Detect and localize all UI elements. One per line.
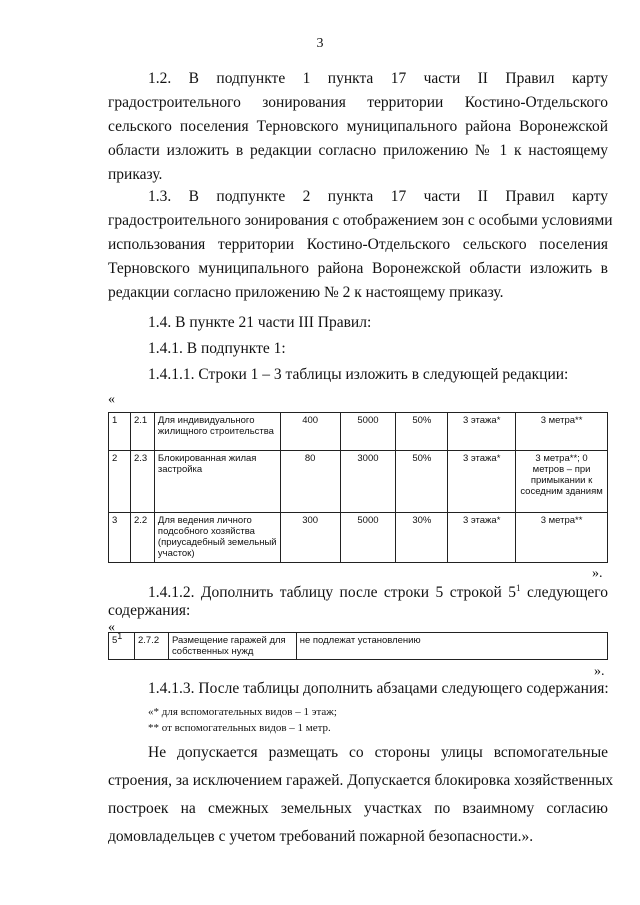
paragraph-1-4-1-1: 1.4.1.1. Строки 1 – 3 таблицы изложить в следующей редакции: [148, 366, 569, 383]
setback: 3 метра** [516, 413, 608, 451]
max-floors: 3 этажа* [448, 513, 516, 563]
superscript: 1 [117, 630, 123, 641]
row-number [109, 630, 135, 660]
paragraph-1-4-1: 1.4.1. В подпункте 1: [148, 340, 286, 357]
coverage-percent: 50% [396, 451, 448, 513]
text-line: построек на смежных земельных участках по взаимному согласию [108, 800, 608, 817]
open-quote: « [108, 620, 115, 635]
close-quote: ». [594, 664, 605, 679]
text-line: градостроительного зонирования территории Костино-Отдельского [108, 94, 608, 111]
text-line: редакции согласно приложению № 2 к настоящему приказу. [108, 284, 504, 301]
text-span: 1.4.1.2. Дополнить таблицу после строки 5 строкой 5 [148, 584, 517, 601]
text-line: 1.2. В подпункте 1 пункта 17 части II Правил карту [148, 70, 608, 87]
use-type-name: Блокированная жилая застройка [154, 451, 280, 513]
row-number: 3 [109, 513, 131, 563]
min-area: 400 [280, 413, 340, 451]
page-number: 3 [316, 36, 324, 51]
min-area: 80 [280, 451, 340, 513]
text-line: Не допускается размещать со стороны улицы вспомогательные [148, 744, 608, 761]
text-span: следующего [520, 584, 608, 601]
text-line: домовладельцев с учетом требований пожарной безопасности.». [108, 828, 534, 845]
coverage-percent: 50% [396, 413, 448, 451]
garage-table [108, 632, 608, 660]
text-line: содержания: [108, 602, 191, 619]
use-type-name: Для ведения личного подсобного хозяйства (приусадебный земельный участок) [154, 513, 280, 563]
text-line: области изложить в редакции согласно приложению № 1 к настоящему [108, 142, 608, 159]
paragraph-1-4-1-3: 1.4.1.3. После таблицы дополнить абзацами следующего содержания: [148, 680, 609, 697]
footnote-line: «* для вспомогательных видов – 1 этаж; [148, 706, 337, 718]
text-line: Терновского муниципального района Воронежской области изложить в [108, 260, 608, 277]
text-line: приказу. [108, 166, 163, 183]
use-type-name: Размещение гаражей для собственных нужд [168, 633, 296, 660]
text-line: градостроительного зонирования с отображением зон с особыми условиями [108, 212, 613, 229]
table-row [109, 633, 608, 660]
type-code: 2.1 [130, 413, 154, 451]
type-code: 2.2 [130, 513, 154, 563]
setback: 3 метра** [516, 513, 608, 563]
type-code: 2.3 [130, 451, 154, 513]
max-area: 5000 [340, 413, 396, 451]
setback: 3 метра**; 0 метров – при примыкании к соседним зданиям [516, 451, 608, 513]
superscript: 1 [516, 582, 521, 593]
max-area: 3000 [340, 451, 396, 513]
paragraph-1-4: 1.4. В пункте 21 части III Правил: [148, 314, 372, 331]
max-area: 5000 [340, 513, 396, 563]
table-row [109, 451, 608, 513]
max-floors: 3 этажа* [448, 451, 516, 513]
row-number: 1 [109, 413, 131, 451]
text-line: использования территории Костино-Отдельского сельского поселения [108, 236, 608, 253]
parameter-value: не подлежат установлению [296, 633, 607, 660]
type-code: 2.7.2 [134, 633, 168, 660]
coverage-percent: 30% [396, 513, 448, 563]
paragraph-1-4-1-2 [148, 584, 608, 601]
table-row [109, 513, 608, 563]
use-type-name: Для индивидуального жилищного строительства [154, 413, 280, 451]
table-row [109, 413, 608, 451]
text-line: сельского поселения Терновского муниципального района Воронежской [108, 118, 608, 135]
open-quote: « [108, 392, 115, 407]
row-number-text: 5 [112, 635, 118, 646]
text-line: строения, за исключением гаражей. Допускается блокировка хозяйственных [108, 772, 614, 789]
footnote-line: ** от вспомогательных видов – 1 метр. [148, 722, 331, 734]
row-number: 2 [109, 451, 131, 513]
close-quote: ». [592, 566, 603, 581]
text-line: 1.3. В подпункте 2 пункта 17 части II Правил карту [148, 188, 608, 205]
zoning-table [108, 412, 608, 563]
max-floors: 3 этажа* [448, 413, 516, 451]
min-area: 300 [280, 513, 340, 563]
